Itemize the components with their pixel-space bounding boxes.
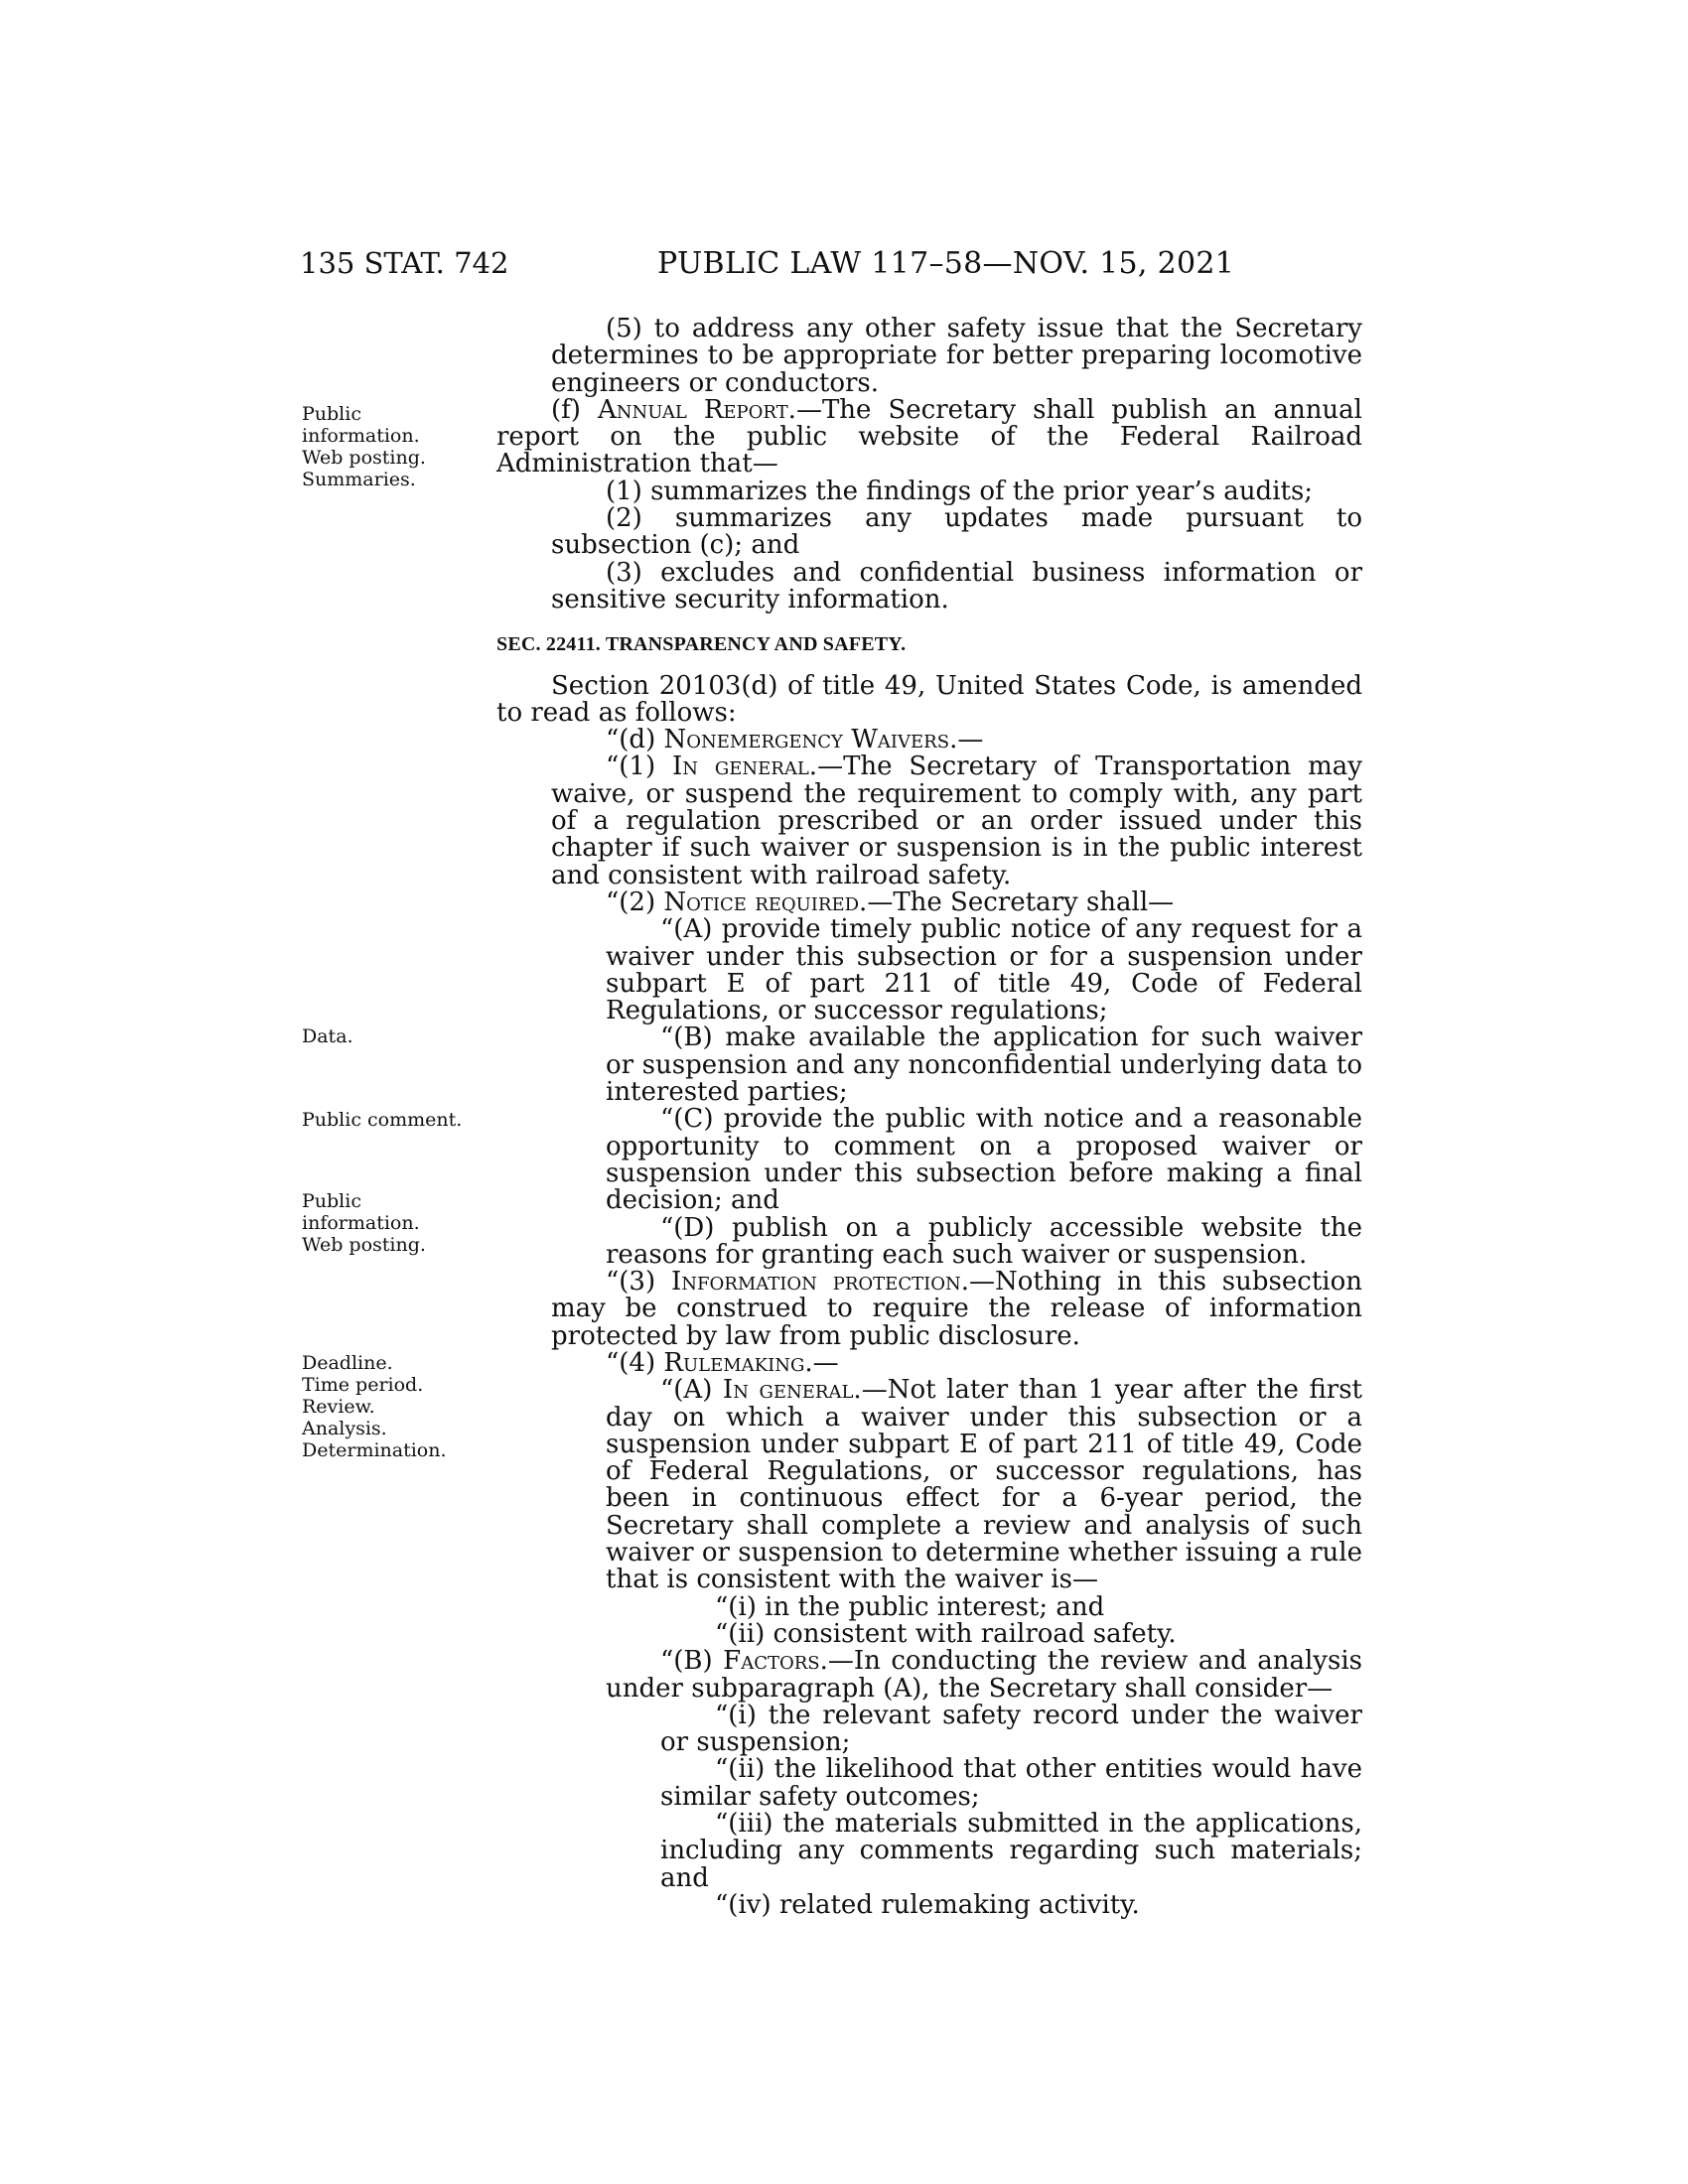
subparagraph-d2C: “(C) provide the public with notice and a reasonable opportunity to comment on a proposed waiver or suspension under this subsection before making a final decision; and [606,1104,1362,1216]
margin-note-public-information-web: Public information. Web posting. [302,1190,426,1256]
paragraph-d3-heading: Information protection. [671,1267,969,1297]
subparagraph-d2B: “(B) make available the application for such waiver or suspension and any nonconfidential underlying data to interested parties; [606,1023,1362,1108]
paragraph-f2: (2) summarizes any updates made pursuant to subsection (c); and [551,503,1362,561]
subsection-f-heading: Annual Report. [597,394,796,425]
paragraph-d4-heading: Rulemaking. [663,1347,813,1378]
paragraph-e5: (5) to address any other safety issue that the Secretary determines to be appropriate for better preparing locomotive engineers or conductors. [551,314,1362,398]
page-header [0,246,1688,286]
margin-note-data: Data. [302,1025,353,1047]
paragraph-d1: “(1) In general.—The Secretary of Transportation may waive, or suspend the requirement to comply with, any part of a regulation prescribed or an order issued under this chapter if such waiver or suspension is in the public interest and consistent with railroad safety. [551,751,1362,890]
subparagraph-d2D: “(D) publish on a publicly accessible website the reasons for granting each such waiver or suspension. [606,1212,1362,1270]
clause-d4B-iv: “(iv) related rulemaking activity. [715,1889,1140,1920]
margin-note-deadline: Deadline. Time period. Review. Analysis. Determination. [302,1352,447,1461]
clause-d4B-i: “(i) the relevant safety record under the waiver or suspension; [660,1700,1362,1758]
clause-d4A-ii: “(ii) consistent with railroad safety. [715,1618,1177,1649]
clause-d4B-iii: “(iii) the materials submitted in the applications, including any comments regarding such materials; and [660,1809,1362,1893]
subparagraph-d2A: “(A) provide timely public notice of any request for a waiver under this subsection or for a suspension under subpart E of part 211 of title 49, Code of Federal Regulations, or successor regulations; [606,914,1362,1026]
subparagraph-d4A-heading: In general. [722,1375,862,1406]
statute-page-number: 135 STAT. 742 [300,246,509,280]
subparagraph-d4B-heading: Factors. [723,1646,828,1677]
paragraph-f1: (1) summarizes the findings of the prior year’s audits; [606,476,1314,506]
margin-note-public-comment: Public comment. [302,1109,463,1131]
subparagraph-d4A: “(A) In general.—Not later than 1 year after the first day on which a waiver under this subsection or a suspension under subpart E of part 211 of title 49, Code of Federal Regulations, or successor regulations, has been in continuous effect for a 6-year period, the Secretary shall complete a review and analysis of such waiver or suspension to determine whether issuing a rule that is consistent with the waiver is— [606,1375,1363,1595]
paragraph-d3: “(3) Information protection.—Nothing in this subsection may be construed to require the release of information protected by law from public disclosure. [551,1267,1362,1351]
paragraph-d2-heading: Notice required. [663,887,868,917]
paragraph-d4: “(4) Rulemaking.— [606,1347,839,1378]
subsection-d: “(d) Nonemergency Waivers.— [606,725,984,755]
subsection-d-heading: Nonemergency Waivers. [663,725,958,755]
clause-d4B-ii: “(ii) the likelihood that other entities would have similar safety outcomes; [660,1754,1362,1812]
clause-d4A-i: “(i) in the public interest; and [715,1591,1105,1622]
paragraph-d2: “(2) Notice required.—The Secretary shall— [606,887,1175,917]
margin-note-public-information-summaries: Public information. Web posting. Summaries. [302,403,426,490]
section-heading: SEC. 22411. TRANSPARENCY AND SAFETY. [496,633,907,656]
section-intro: Section 20103(d) of title 49, United States Code, is amended to read as follows: [496,670,1362,728]
document-body [496,316,1362,1919]
public-law-title: PUBLIC LAW 117–58—NOV. 15, 2021 [657,246,1235,281]
subparagraph-d4B: “(B) Factors.—In conducting the review and analysis under subparagraph (A), the Secretary shall consider— [606,1646,1362,1704]
subsection-f: (f) Annual Report.—The Secretary shall publish an annual report on the public website of the Federal Railroad Administration that— [496,394,1362,479]
paragraph-f3: (3) excludes and confidential business information or sensitive security information. [551,557,1362,614]
paragraph-d1-heading: In general. [672,751,818,782]
